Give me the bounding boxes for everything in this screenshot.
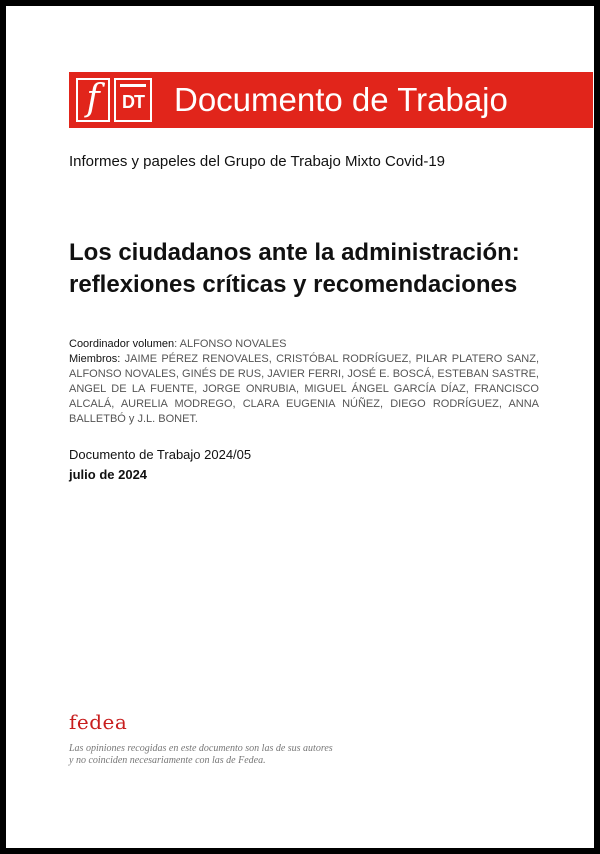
coordinator-label: Coordinador volumen — [69, 338, 175, 350]
disclaimer-line-1: Las opiniones recogidas en este documento son las de sus autores — [69, 743, 333, 754]
members-line — [69, 352, 539, 427]
disclaimer — [69, 743, 333, 767]
header-banner — [69, 72, 593, 128]
document-page — [6, 6, 594, 848]
dt-logo-text: DT — [122, 92, 144, 112]
document-date: julio de 2024 — [69, 467, 148, 482]
members-label: Miembros: — [69, 353, 121, 365]
disclaimer-line-2: y no coinciden necesariamente con las de Fedea. — [69, 755, 266, 766]
coordinator-line — [69, 337, 539, 352]
banner-title: Documento de Trabajo — [174, 81, 508, 118]
series-subtitle: Informes y papeles del Grupo de Trabajo Mixto Covid-19 — [69, 153, 446, 170]
document-title — [69, 237, 589, 301]
title-line-1: Los ciudadanos ante la administración: — [69, 239, 520, 266]
dt-logo-bar — [120, 84, 146, 87]
fedea-logo: fedea — [69, 710, 128, 734]
members-names: JAIME PÉREZ RENOVALES, CRISTÓBAL RODRÍGUEZ, PILAR PLATERO SANZ, ALFONSO NOVALES, GINÉS DE RUS, JAVIER FERRI, JOSÉ E. BOSCÁ, ESTEBAN SASTRE, ANGEL DE LA FUENTE, JORGE ONRUBIA, MIGUEL ÁNGEL GARCÍA DÍAZ, FRANCISCO ALCALÁ, AURELIA MODREGO, CLARA EUGENIA NÚÑEZ, DIEGO RODRÍGUEZ, ANNA BALLETBÓ y J.L. BONET. — [69, 353, 539, 425]
coordinator-name: : ALFONSO NOVALES — [174, 338, 287, 350]
fedea-f-logo-icon: f — [76, 78, 110, 122]
dt-logo-icon — [114, 78, 152, 122]
credits-block — [69, 337, 539, 427]
title-line-2: reflexiones críticas y recomendaciones — [69, 271, 518, 298]
document-number: Documento de Trabajo 2024/05 — [69, 447, 252, 462]
